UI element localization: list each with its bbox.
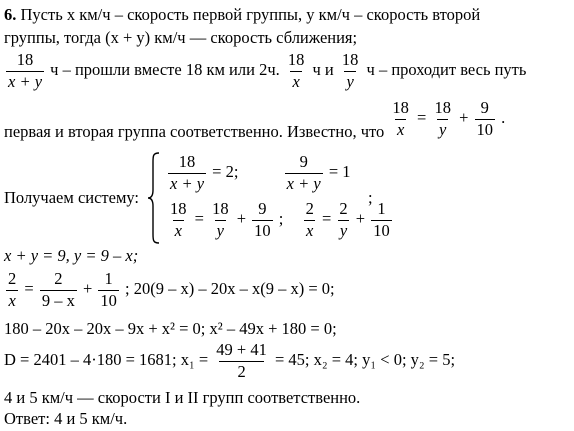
eq-text-2: ; 20(9 – x) – 20x – x(9 – x) = 0; xyxy=(125,278,335,298)
problem-text-1: Пусть x км/ч – скорость первой группы, y км/ч – скорость второй xyxy=(20,5,481,24)
fraction-18-over-x: $\frac{18}{x}$ xyxy=(287,50,305,91)
fraction-18-over-y-known: $\frac{18}{y}$ xyxy=(434,98,451,139)
fraction-18-over-x-known: $\frac{18}{x}$ xyxy=(392,98,409,139)
line-x-plus-y: x + y = 9, y = 9 – x; xyxy=(4,246,139,265)
conclusion: 4 и 5 км/ч — скорости I и II групп соответственно. xyxy=(4,388,361,407)
eq-frac-2-over-x: $\frac{2}{x}$ xyxy=(8,269,17,310)
disc-tail: = 45; x₂ = 4; y₁ < 0; y₂ = 5; xyxy=(274,349,456,369)
eq-frac-2-over-9-minus-x: $\frac{2}{9 - x}$ xyxy=(41,269,75,310)
problem-text-2: группы, тогда (x + y) км/ч — скорость сближения; xyxy=(4,28,358,47)
sys-frac-1-over-10: $\frac{1}{10}$ xyxy=(373,199,390,240)
sys-frac-18-over-y: $\frac{18}{y}$ xyxy=(212,199,229,240)
problem-text-3c: ч – проходит весь путь xyxy=(366,59,527,79)
line-quadratic: 180 – 20x – 20x – 9x + x² = 0; x² – 49x + 180 = 0; xyxy=(4,319,337,338)
fraction-18-over-x-plus-y: $\frac{18}{x + y}$ xyxy=(8,50,43,91)
fraction-18-over-y: $\frac{18}{y}$ xyxy=(341,50,359,91)
problem-number: 6. xyxy=(4,5,17,24)
line-discriminant xyxy=(4,342,455,380)
eq-frac-1-over-10: $\frac{1}{10}$ xyxy=(100,269,117,310)
system-semicolon: ; xyxy=(368,188,373,207)
system-label: Получаем систему: xyxy=(4,188,140,207)
system-row-2: $\frac{18}{x}$ = $\frac{18}{y}$ + $\frac{9}{10}$ ; $\frac{2}{x}$ = $\frac{2}{y}$ + $\frac{1}{10}$ xyxy=(170,199,390,240)
problem-line-4: первая и вторая группа соответственно. Известно, что $\frac{18}{x}$ = $\frac{18}{y}$ + $\frac{9}{10}$ . xyxy=(4,98,506,141)
disc-frac: $\frac{49 + 41}{2}$ xyxy=(216,340,267,381)
system-row-1: $\frac{18}{x + y}$ = 2; $\frac{9}{x + y}$ = 1 xyxy=(170,152,351,193)
line-equation-2: $\frac{2}{x}$ = $\frac{2}{9 - x}$ + $\frac{1}{10}$ ; 20(9 – x) – 20x – x(9 – x) = 0; xyxy=(8,269,335,310)
sys-frac-9-over-xy: $\frac{9}{x + y}$ xyxy=(286,152,321,193)
problem-line-2 xyxy=(4,30,357,47)
problem-text-3b: ч и xyxy=(312,59,334,79)
sys-frac-2-over-y: $\frac{2}{y}$ xyxy=(339,199,348,240)
problem-text-4: первая и вторая группа соответственно. Известно, что xyxy=(4,121,385,141)
sys-frac-18-over-x: $\frac{18}{x}$ xyxy=(170,199,187,240)
sys-frac-9-over-10: $\frac{9}{10}$ xyxy=(254,199,271,240)
system-brace xyxy=(147,152,161,244)
problem-line-1 xyxy=(4,7,480,24)
problem-line-3 xyxy=(4,52,526,90)
sys-frac-18-over-xy: $\frac{18}{x + y}$ xyxy=(170,152,205,193)
answer: Ответ: 4 и 5 км/ч. xyxy=(4,409,128,428)
problem-text-3a: ч – прошли вместе 18 км или 2ч. xyxy=(50,59,280,79)
disc-text: D = 2401 – 4·180 = 1681; x₁ = xyxy=(4,349,209,369)
sys-frac-2-over-x: $\frac{2}{x}$ xyxy=(305,199,314,240)
fraction-9-over-10-known: $\frac{9}{10}$ xyxy=(476,98,494,139)
